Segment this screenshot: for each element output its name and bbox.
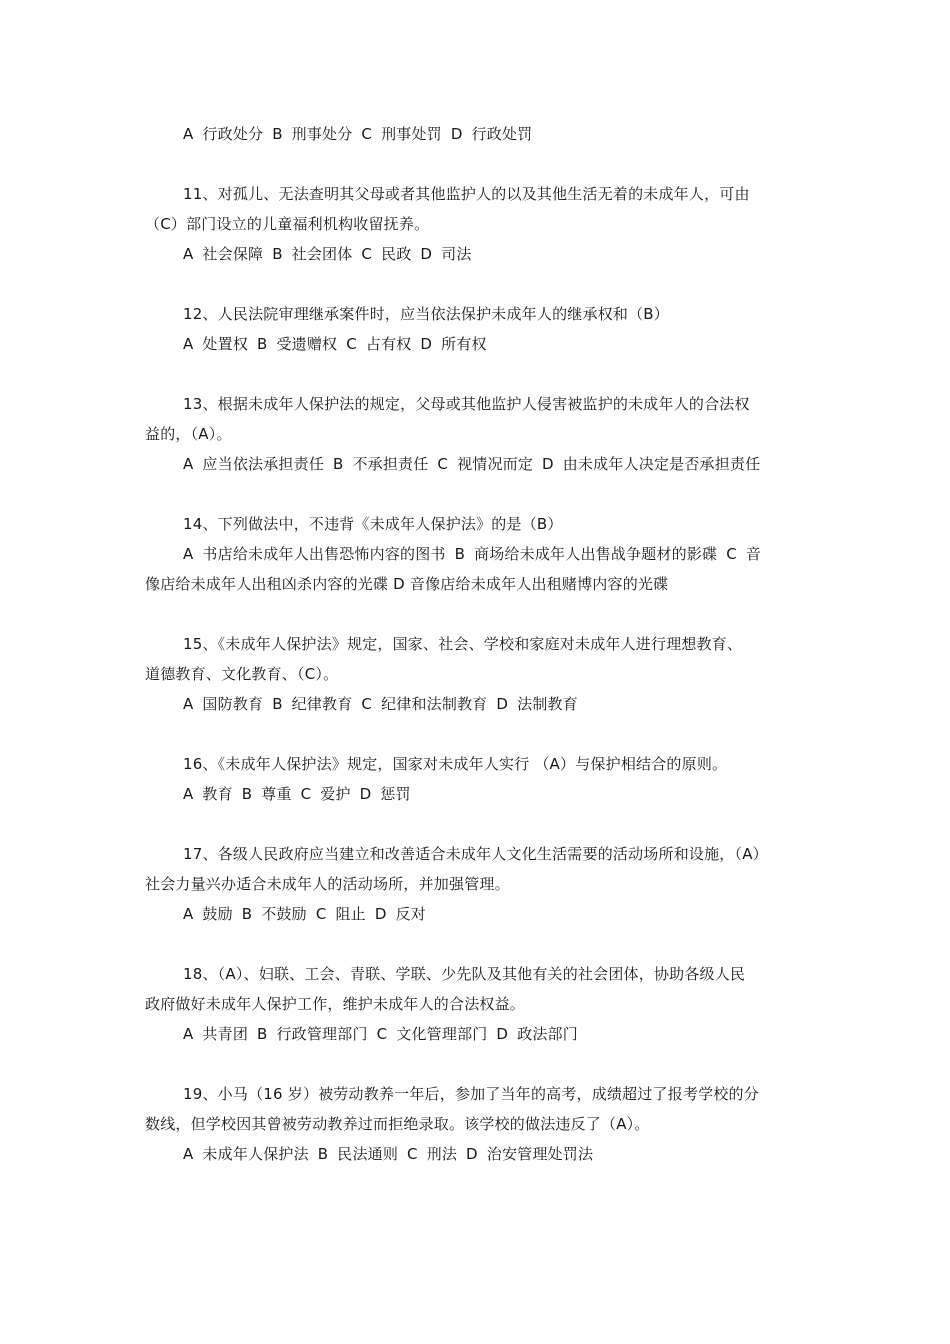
question-16: [145, 749, 810, 809]
question-13-text-continued: 益的，（A）。: [145, 425, 232, 443]
question-14-options-continued: 像店给未成年人出租凶杀内容的光碟 D 音像店给未成年人出租赌博内容的光碟: [145, 575, 669, 593]
question-12: [145, 299, 810, 359]
question-15-text-continued: 道德教育、文化教育、（C）。: [145, 665, 339, 683]
question-19-text: 19、小马（16 岁）被劳动教养一年后，参加了当年的高考，成绩超过了报考学校的分: [183, 1085, 759, 1103]
question-12-text: 12、人民法院审理继承案件时，应当依法保护未成年人的继承权和（B）: [183, 305, 669, 323]
question-15-options: A 国防教育 B 纪律教育 C 纪律和法制教育 D 法制教育: [183, 695, 578, 713]
question-16-options: A 教育 B 尊重 C 爱护 D 惩罚: [183, 785, 411, 803]
question-11-text-continued: （C）部门设立的儿童福利机构收留抚养。: [145, 215, 430, 233]
question-14-options: A 书店给未成年人出售恐怖内容的图书 B 商场给未成年人出售战争题材的影碟 C 音: [183, 545, 762, 563]
question-13: [145, 389, 810, 479]
question-18-text-continued: 政府做好未成年人保护工作，维护未成年人的合法权益。: [145, 995, 526, 1013]
question-18-text: 18、（A）、妇联、工会、青联、学联、少先队及其他有关的社会团体，协助各级人民: [183, 965, 746, 983]
question-19: [145, 1079, 810, 1169]
question-17-text: 17、各级人民政府应当建立和改善适合未成年人文化生活需要的活动场所和设施，（A）: [183, 845, 768, 863]
question-14-text: 14、下列做法中，不违背《未成年人保护法》的是（B）: [183, 515, 563, 533]
question-14: [145, 509, 810, 599]
question-13-options: A 应当依法承担责任 B 不承担责任 C 视情况而定 D 由未成年人决定是否承担责任: [183, 455, 761, 473]
question-11: [145, 179, 810, 269]
question-16-text: 16、《未成年人保护法》规定，国家对未成年人实行 （A）与保护相结合的原则。: [183, 755, 728, 773]
question-17-options: A 鼓励 B 不鼓励 C 阻止 D 反对: [183, 905, 426, 923]
question-17: [145, 839, 810, 929]
question-17-text-continued: 社会力量兴办适合未成年人的活动场所，并加强管理。: [145, 875, 510, 893]
question-11-options: A 社会保障 B 社会团体 C 民政 D 司法: [183, 245, 472, 263]
question-18-options: A 共青团 B 行政管理部门 C 文化管理部门 D 政法部门: [183, 1025, 578, 1043]
question-12-options: A 处置权 B 受遗赠权 C 占有权 D 所有权: [183, 335, 487, 353]
question-13-text: 13、根据未成年人保护法的规定，父母或其他监护人侵害被监护的未成年人的合法权: [183, 395, 750, 413]
question-19-text-continued: 数线，但学校因其曾被劳动教养过而拒绝录取。该学校的做法违反了（A）。: [145, 1115, 650, 1133]
question-10: [145, 119, 810, 149]
question-11-text: 11、对孤儿、无法查明其父母或者其他监护人的以及其他生活无着的未成年人，可由: [183, 185, 750, 203]
question-19-options: A 未成年人保护法 B 民法通则 C 刑法 D 治安管理处罚法: [183, 1145, 594, 1163]
question-15: [145, 629, 810, 719]
question-18: [145, 959, 810, 1049]
question-15-text: 15、《未成年人保护法》规定，国家、社会、学校和家庭对未成年人进行理想教育、: [183, 635, 743, 653]
question-10-options: A 行政处分 B 刑事处分 C 刑事处罚 D 行政处罚: [183, 125, 533, 143]
